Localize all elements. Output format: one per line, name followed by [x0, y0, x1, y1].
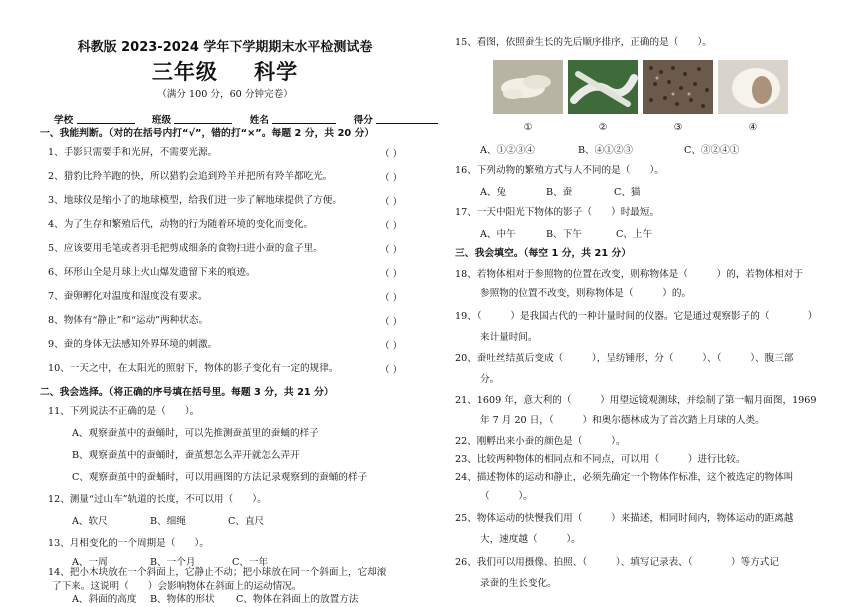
caption-2: ②: [598, 122, 608, 133]
answer-paren-9[interactable]: （ ）: [380, 341, 403, 352]
q16-option-b[interactable]: B、蚕: [546, 187, 573, 198]
q13-option-c[interactable]: C、一年: [232, 557, 269, 568]
score-field[interactable]: 得分: [354, 112, 439, 126]
question-7: 7、蚕卵孵化对温度和湿度没有要求。: [48, 291, 208, 302]
question-18-line-2: 参照物的位置不改变，则称物体是（ ）的。: [480, 288, 692, 299]
exam-title: 科教版 2023-2024 学年下学期期末水平检测试卷: [77, 40, 373, 55]
question-8: 8、物体有“静止”和“运动”两种状态。: [48, 315, 209, 326]
question-5: 5、应该要用毛笔或者羽毛把剪成细条的食物扫进小蚕的盒子里。: [48, 243, 323, 254]
answer-paren-2[interactable]: （ ）: [380, 173, 403, 184]
question-17: 17、一天中阳光下物体的影子（ ）时最短。: [455, 207, 660, 218]
question-20-line-2: 分。: [480, 374, 500, 385]
q15-option-b[interactable]: B、④①②③: [578, 145, 634, 156]
q17-option-b[interactable]: B、下午: [546, 229, 582, 240]
question-19-line-2: 来计量时间。: [480, 332, 538, 343]
question-6: 6、环形山全是月球上火山爆发遗留下来的痕迹。: [48, 267, 256, 278]
answer-paren-5[interactable]: （ ）: [380, 245, 403, 256]
section-1-heading: 一、我能判断。（对的在括号内打“√”，错的打“×”。每题 2 分，共 20 分）: [40, 128, 375, 139]
question-11: 11、下列说法不正确的是（ ）。: [48, 406, 200, 417]
image-captions: [493, 122, 788, 133]
q16-option-a[interactable]: A、兔: [480, 187, 507, 198]
question-21-line-1: 21、1609 年，意大利的（ ）用望远镜观测球，并绘制了第一幅月面图，1969: [455, 395, 817, 406]
name-field[interactable]: 姓名: [250, 112, 337, 126]
question-14-line-2: 了下来。这说明（ ）会影响物体在斜面上的运动情况。: [52, 581, 302, 592]
question-10: 10、一天之中，在太阳光的照射下，物体的影子变化有一定的规律。: [48, 363, 339, 374]
silkworm-larva-image: [568, 60, 638, 114]
answer-paren-3[interactable]: （ ）: [380, 197, 403, 208]
question-21-line-2: 年 7 月 20 日，（ ）和奥尔德林成为了首次踏上月球的人类。: [480, 415, 765, 426]
silkworm-moth-image: [493, 60, 563, 114]
question-1: 1、手影只需要手和光屏，不需要光源。: [48, 147, 218, 158]
section-3-heading: 三、我会填空。（每空 1 分，共 21 分）: [455, 248, 632, 259]
q14-option-b[interactable]: B、物体的形状: [150, 594, 215, 605]
q17-option-c[interactable]: C、上午: [616, 229, 653, 240]
question-3: 3、地球仪是缩小了的地球模型，给我们进一步了解地球提供了方便。: [48, 195, 342, 206]
answer-paren-4[interactable]: （ ）: [380, 221, 403, 232]
question-18-line-1: 18、若物体相对于参照物的位置在改变，则称物体是（ ）的，若物体相对于: [455, 269, 803, 280]
q11-option-a[interactable]: A、观察蚕茧中的蚕蛹时，可以先推测蚕茧里的蚕蛹的样子: [72, 428, 319, 439]
school-field[interactable]: 学校: [54, 112, 135, 126]
caption-4: ④: [748, 122, 758, 133]
question-15: 15、看图，依照蚕生长的先后顺序排序，正确的是（ ）。: [455, 37, 712, 48]
silkworm-cocoon-image: [718, 60, 788, 114]
q13-option-b[interactable]: B、一个月: [150, 557, 196, 568]
question-14-line-1: 14、把小木块放在一个斜面上，它静止不动；把小球放在同一个斜面上，它却滚: [48, 567, 387, 578]
q11-option-c[interactable]: C、观察蚕茧中的蚕蛹时，可以用画图的方法记录观察到的蚕蛹的样子: [72, 472, 368, 483]
q12-option-b[interactable]: B、细绳: [150, 516, 186, 527]
question-19-line-1: 19、（ ）是我国古代的一种计量时间的仪器。它是通过观察影子的（ ）: [455, 311, 818, 322]
section-2-heading: 二、我会选择。（将正确的序号填在括号里。每题 3 分，共 21 分）: [40, 387, 334, 398]
answer-paren-1[interactable]: （ ）: [380, 149, 403, 160]
question-16: 16、下列动物的繁殖方式与人不同的是（ ）。: [455, 165, 664, 176]
class-field[interactable]: 班级: [152, 112, 233, 126]
question-9: 9、蚕的身体无法感知外界环境的刺激。: [48, 339, 218, 350]
answer-paren-7[interactable]: （ ）: [380, 293, 403, 304]
question-25-line-2: 大，速度越（ ）。: [480, 534, 581, 545]
q12-option-a[interactable]: A、软尺: [72, 516, 108, 527]
q12-option-c[interactable]: C、直尺: [228, 516, 265, 527]
question-26-line-2: 录蚕的生长变化。: [480, 578, 557, 589]
question-22: 22、刚孵出来小蚕的颜色是（ ）。: [455, 436, 626, 447]
answer-paren-10[interactable]: （ ）: [380, 365, 403, 376]
q16-option-c[interactable]: C、猫: [614, 187, 641, 198]
question-13: 13、月相变化的一个周期是（ ）。: [48, 538, 209, 549]
q15-option-c[interactable]: C、③②④①: [684, 145, 740, 156]
grade-subject: [40, 56, 410, 86]
subject-label: 科学: [254, 60, 299, 84]
q14-option-a[interactable]: A、斜面的高度: [72, 594, 137, 605]
question-23: 23、比较两种物体的相同点和不同点，可以用（ ）进行比较。: [455, 454, 746, 465]
q15-option-a[interactable]: A、①②③④: [480, 145, 535, 156]
caption-1: ①: [523, 122, 533, 133]
q14-option-c[interactable]: C、物体在斜面上的放置方法: [236, 594, 359, 605]
question-24-line-1: 24、描述物体的运动和静止，必须先确定一个物体作标准，这个被选定的物体叫: [455, 472, 794, 483]
q13-option-a[interactable]: A、一周: [72, 557, 108, 568]
question-25-line-1: 25、物体运动的快慢我们用（ ）来描述，相同时间内，物体运动的距离越: [455, 513, 794, 524]
grade-label: 三年级: [151, 60, 218, 84]
question-12: 12、测量“过山车”轨道的长度，不可以用（ ）。: [48, 494, 267, 505]
silkworm-eggs-image: [643, 60, 713, 114]
answer-paren-6[interactable]: （ ）: [380, 269, 403, 280]
answer-paren-8[interactable]: （ ）: [380, 317, 403, 328]
score-time-note: （满分 100 分，60 分钟完卷）: [157, 89, 293, 100]
question-4: 4、为了生存和繁殖后代，动物的行为随着环境的变化而变化。: [48, 219, 314, 230]
silkworm-images: [493, 60, 788, 114]
question-24-line-2: （ ）。: [480, 491, 533, 502]
student-info-line: [54, 112, 452, 126]
question-2: 2、猎豹比羚羊跑的快，所以猎豹会追到羚羊并把所有羚羊都吃光。: [48, 171, 333, 182]
caption-3: ③: [673, 122, 683, 133]
question-20-line-1: 20、蚕吐丝结茧后变成（ ），呈纺锤形，分（ ）、（ ）、腹三部: [455, 353, 794, 364]
q17-option-a[interactable]: A、中午: [480, 229, 516, 240]
q11-option-b[interactable]: B、观察蚕茧中的蚕蛹时，蚕茧想怎么弄开就怎么弄开: [72, 450, 300, 461]
question-26-line-1: 26、我们可以用摄像、拍照、（ ）、填写记录表、（ ）等方式记: [455, 557, 779, 568]
